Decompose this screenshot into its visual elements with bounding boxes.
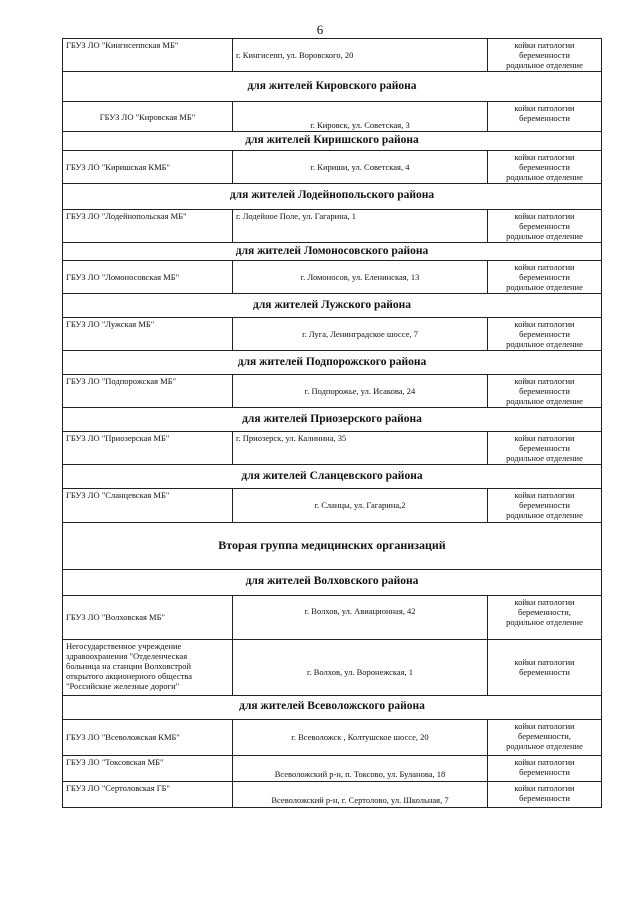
table-row (63, 150, 602, 183)
profile-cell (488, 261, 602, 294)
profile-cell (488, 209, 602, 242)
org-line: больница на станции Волховстрой (66, 660, 192, 671)
district-header: для жителей Волховского района (63, 569, 602, 595)
district-header-row (63, 695, 602, 719)
profile-line: беременности (519, 443, 570, 454)
org-cell: ГБУЗ ЛО "Лодейнопольская МБ" (63, 209, 233, 242)
org-cell: ГБУЗ ЛО "Приозерская МБ" (63, 432, 233, 465)
district-header: для жителей Лужского района (63, 294, 602, 318)
district-header-row (63, 183, 602, 209)
table-row (63, 318, 602, 351)
profile-line: беременности, (518, 606, 571, 617)
org-cell: ГБУЗ ЛО "Волховская МБ" (63, 595, 233, 639)
address-cell: Всеволожский р-н, г. Сертолово, ул. Школьная, 7 (233, 781, 488, 807)
medical-organizations-table (62, 38, 602, 808)
address-cell: г. Подпорожье, ул. Исакова, 24 (233, 375, 488, 408)
table-row (63, 755, 602, 781)
address-cell: г. Лодейное Поле, ул. Гагарина, 1 (233, 209, 488, 242)
profile-line: беременности (519, 220, 570, 231)
org-line: "Российские железные дороги" (66, 680, 180, 691)
org-cell: ГБУЗ ЛО "Подпорожская МБ" (63, 375, 233, 408)
table-row (63, 639, 602, 695)
profile-cell (488, 432, 602, 465)
table-row (63, 432, 602, 465)
table-row (63, 261, 602, 294)
profile-line: койки патологии (514, 596, 575, 607)
profile-line: родильное отделение (506, 282, 583, 293)
district-header-row (63, 132, 602, 151)
address-cell: г. Приозерск, ул. Калинина, 35 (233, 432, 488, 465)
profile-line: койки патологии (514, 376, 575, 387)
profile-line: койки патологии (514, 656, 575, 667)
district-header-row (63, 408, 602, 432)
address-cell: г. Кингисепп, ул. Воровского, 20 (233, 39, 488, 72)
org-cell: ГБУЗ ЛО "Всеволожская КМБ" (63, 719, 233, 755)
address-cell: г. Волхов, ул. Воронежская, 1 (233, 639, 488, 695)
district-header: для жителей Подпорожского района (63, 351, 602, 375)
district-header-row (63, 72, 602, 102)
org-line: Негосударственное учреждение (66, 640, 182, 651)
profile-cell (488, 39, 602, 72)
profile-line: родильное отделение (506, 453, 583, 464)
org-cell: ГБУЗ ЛО "Сертоловская ГБ" (63, 781, 233, 807)
table-row (63, 39, 602, 72)
profile-line: койки патологии (514, 319, 575, 330)
district-header: для жителей Кировского района (63, 72, 602, 102)
profile-line: койки патологии (514, 40, 575, 50)
profile-line: родильное отделение (506, 396, 583, 407)
district-header-row (63, 294, 602, 318)
profile-line: родильное отделение (506, 510, 583, 521)
org-cell: ГБУЗ ЛО "Киришская КМБ" (63, 150, 233, 183)
profile-line: беременности (519, 386, 570, 397)
district-header: для жителей Приозерского района (63, 408, 602, 432)
profile-cell (488, 755, 602, 781)
profile-line: беременности (519, 667, 570, 677)
table-row (63, 375, 602, 408)
address-cell: г. Всеволожск , Колтушское шоссе, 20 (233, 719, 488, 755)
district-header-row (63, 242, 602, 261)
org-cell: ГБУЗ ЛО "Токсовская МБ" (63, 755, 233, 781)
address-cell: Всеволожский р-н, п. Токсово, ул. Буланова, 18 (233, 755, 488, 781)
profile-line: родильное отделение (506, 616, 583, 627)
address-cell: г. Кировск, ул. Советская, 3 (233, 102, 488, 132)
org-cell: ГБУЗ ЛО "Лужская МБ" (63, 318, 233, 351)
profile-line: беременности (519, 766, 570, 777)
org-cell: ГБУЗ ЛО "Сланцевская МБ" (63, 489, 233, 522)
profile-line: беременности (519, 50, 570, 61)
profile-line: койки патологии (514, 103, 575, 114)
org-cell: ГБУЗ ЛО "Кингисеппская МБ" (63, 39, 233, 72)
profile-line: родильное отделение (506, 230, 583, 241)
district-header: для жителей Ломоносовского района (63, 242, 602, 261)
district-header-row (63, 351, 602, 375)
profile-cell (488, 639, 602, 695)
profile-cell (488, 489, 602, 522)
org-cell (63, 639, 233, 695)
group-header: Вторая группа медицинских организаций (63, 522, 602, 569)
profile-line: беременности, (518, 730, 571, 741)
profile-cell (488, 719, 602, 755)
district-header: для жителей Киришского района (63, 132, 602, 151)
group-header-row (63, 522, 602, 569)
table-row (63, 719, 602, 755)
profile-line: беременности (519, 161, 570, 172)
profile-line: койки патологии (514, 433, 575, 444)
org-line: здравоохранения "Отделенческая (66, 650, 188, 661)
table-row (63, 781, 602, 807)
profile-line: родильное отделение (506, 171, 583, 182)
address-cell: г. Кириши, ул. Советская, 4 (233, 150, 488, 183)
profile-cell (488, 318, 602, 351)
org-cell: ГБУЗ ЛО "Кировская МБ" (63, 102, 233, 132)
profile-line: койки патологии (514, 756, 575, 767)
profile-line: беременности (519, 792, 570, 803)
profile-cell (488, 595, 602, 639)
profile-line: койки патологии (514, 782, 575, 793)
address-cell: г. Волхов, ул. Авиационная, 42 (233, 595, 488, 639)
profile-line: родильное отделение (506, 740, 583, 751)
district-header: для жителей Всеволожского района (63, 695, 602, 719)
profile-line: койки патологии (514, 262, 575, 273)
address-cell: г. Сланцы, ул. Гагарина,2 (233, 489, 488, 522)
profile-cell (488, 150, 602, 183)
address-cell: г. Ломоносов, ул. Еленинская, 13 (233, 261, 488, 294)
profile-line: беременности (519, 329, 570, 340)
profile-line: беременности (519, 113, 570, 124)
profile-line: койки патологии (514, 210, 575, 221)
profile-cell (488, 375, 602, 408)
district-header: для жителей Сланцевского района (63, 465, 602, 489)
table-row (63, 209, 602, 242)
profile-line: родильное отделение (506, 339, 583, 350)
table-row (63, 595, 602, 639)
profile-line: беременности (519, 272, 570, 283)
page-number: 6 (316, 22, 324, 37)
profile-line: родильное отделение (506, 60, 583, 71)
district-header-row (63, 465, 602, 489)
profile-cell (488, 781, 602, 807)
profile-line: койки патологии (514, 151, 575, 162)
profile-line: койки патологии (514, 720, 575, 731)
district-header-row (63, 569, 602, 595)
profile-cell (488, 102, 602, 132)
profile-line: беременности (519, 500, 570, 511)
org-cell: ГБУЗ ЛО "Ломоносовская МБ" (63, 261, 233, 294)
document-table-wrapper (62, 38, 598, 808)
table-row (63, 489, 602, 522)
table-row (63, 102, 602, 132)
profile-line: койки патологии (514, 490, 575, 501)
org-line: открытого акционерного общества (66, 670, 192, 681)
district-header: для жителей Лодейнопольского района (63, 183, 602, 209)
address-cell: г. Луга, Ленинградское шоссе, 7 (233, 318, 488, 351)
